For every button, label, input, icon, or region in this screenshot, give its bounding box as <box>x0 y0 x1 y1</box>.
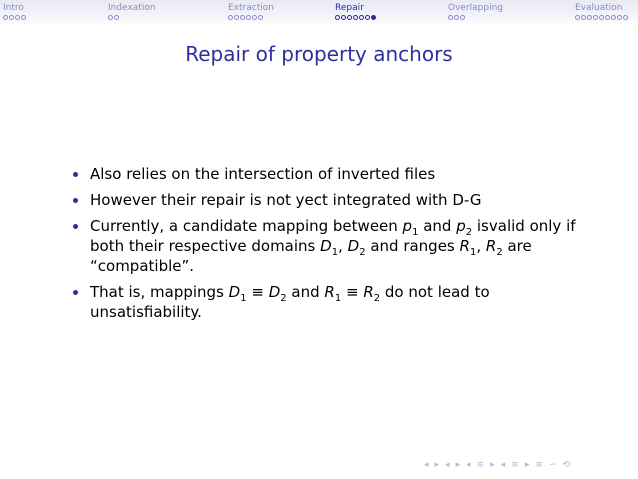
nav-label-intro: Intro <box>3 3 24 13</box>
nav-section-evaluation[interactable] <box>575 3 629 23</box>
bullet-4-text-a: That is, mappings <box>90 283 229 301</box>
nav-icon-4[interactable]: ◂ <box>466 460 471 470</box>
nav-progress-dot[interactable] <box>258 15 263 20</box>
nav-dots-overlapping <box>448 15 503 23</box>
bullet-4-text-c: do not lead to unsatisfiability. <box>90 283 490 321</box>
math-r: R <box>324 283 335 301</box>
bullet-3-text-d: and ranges <box>365 237 460 255</box>
nav-icon-0[interactable]: ◂ <box>424 460 429 470</box>
nav-progress-dot[interactable] <box>617 15 622 20</box>
nav-progress-dot[interactable] <box>108 15 113 20</box>
nav-section-overlapping[interactable] <box>448 3 503 23</box>
section-navigation-bar <box>0 0 638 26</box>
nav-label-indexation: Indexation <box>108 3 156 13</box>
math-d: D <box>347 237 360 255</box>
nav-progress-dot[interactable] <box>454 15 459 20</box>
nav-icon-6[interactable]: ▸ <box>490 460 495 470</box>
nav-progress-dot[interactable] <box>3 15 8 20</box>
nav-dots-repair <box>335 15 377 23</box>
nav-icon-2[interactable]: ◂ <box>445 460 450 470</box>
nav-section-intro[interactable] <box>3 3 27 23</box>
bullet-item-3 <box>70 216 600 276</box>
subscript-1: 1 <box>469 247 477 258</box>
bullet-3-text-c: isvalid only if both their respective domains <box>90 217 576 255</box>
nav-icon-1[interactable]: ▸ <box>434 460 440 470</box>
nav-progress-dot[interactable] <box>234 15 239 20</box>
math-r: R <box>485 237 497 255</box>
math-r: R <box>363 283 374 301</box>
nav-progress-dot[interactable] <box>353 15 358 20</box>
nav-progress-dot[interactable] <box>460 15 465 20</box>
subscript-2: 2 <box>496 247 503 258</box>
nav-progress-dot[interactable] <box>599 15 604 20</box>
subscript-1: 1 <box>240 293 247 304</box>
nav-icon-10[interactable]: ≡ <box>535 460 543 470</box>
bullet-3-text-b: and <box>418 217 457 235</box>
bullet-item-2 <box>70 190 600 210</box>
bullet-list <box>70 164 600 328</box>
nav-progress-dot[interactable] <box>587 15 592 20</box>
frame-title: Repair of property anchors <box>185 42 453 66</box>
nav-progress-dot[interactable] <box>623 15 628 20</box>
nav-label-evaluation: Evaluation <box>575 3 623 13</box>
nav-progress-dot[interactable] <box>21 15 26 20</box>
nav-progress-dot[interactable] <box>611 15 616 20</box>
math-equiv: ≡ <box>246 283 269 301</box>
nav-dots-evaluation <box>575 15 629 23</box>
nav-progress-dot[interactable] <box>252 15 257 20</box>
nav-dots-indexation <box>108 15 156 23</box>
math-d: D <box>228 283 241 301</box>
bullet-3-text-a: Currently, a candidate mapping between <box>90 217 403 235</box>
subscript-1: 1 <box>334 293 342 304</box>
math-p: p <box>456 217 466 235</box>
nav-label-repair: Repair <box>335 3 364 13</box>
nav-icon-11[interactable]: ∽ <box>548 460 557 470</box>
subscript-2: 2 <box>373 293 381 304</box>
beamer-navigation-symbols <box>424 459 570 471</box>
subscript-1: 1 <box>331 247 339 258</box>
nav-icon-12[interactable]: ⟲ <box>562 460 570 470</box>
nav-label-overlapping: Overlapping <box>448 3 504 13</box>
math-comma: , <box>338 237 348 255</box>
nav-progress-dot[interactable] <box>347 15 352 20</box>
math-d: D <box>320 237 332 255</box>
nav-progress-dot[interactable] <box>359 15 364 20</box>
nav-progress-dot[interactable] <box>575 15 580 20</box>
subscript-2: 2 <box>465 227 473 238</box>
nav-section-repair[interactable] <box>335 3 377 23</box>
subscript-1: 1 <box>412 227 419 238</box>
math-equiv: ≡ <box>341 283 364 301</box>
nav-progress-dot[interactable] <box>15 15 20 20</box>
nav-icon-5[interactable]: ≡ <box>476 460 485 470</box>
nav-dots-intro <box>3 15 27 23</box>
nav-progress-dot[interactable] <box>114 15 119 20</box>
nav-section-indexation[interactable] <box>108 3 156 23</box>
bullet-item-1 <box>70 164 600 184</box>
nav-progress-dot[interactable] <box>341 15 346 20</box>
nav-progress-dot[interactable] <box>228 15 233 20</box>
math-p: p <box>402 217 413 235</box>
nav-progress-dot[interactable] <box>581 15 586 20</box>
bullet-3-text-e: are “compatible”. <box>90 237 532 275</box>
nav-progress-dot[interactable] <box>448 15 453 20</box>
nav-progress-dot[interactable] <box>246 15 251 20</box>
math-comma: , <box>476 237 486 255</box>
nav-progress-dot[interactable] <box>371 15 376 20</box>
nav-progress-dot[interactable] <box>240 15 245 20</box>
nav-icon-7[interactable]: ◂ <box>500 460 506 470</box>
bullet-4-text-b: and <box>286 283 325 301</box>
nav-label-extraction: Extraction <box>228 3 274 13</box>
subscript-2: 2 <box>359 247 366 258</box>
nav-progress-dot[interactable] <box>605 15 610 20</box>
nav-progress-dot[interactable] <box>9 15 14 20</box>
nav-icon-9[interactable]: ▸ <box>524 460 530 470</box>
bullet-2-text: However their repair is not yect integrated with D-G <box>90 191 482 209</box>
nav-progress-dot[interactable] <box>593 15 598 20</box>
bullet-item-4 <box>70 282 600 322</box>
math-r: R <box>459 237 470 255</box>
subscript-2: 2 <box>280 293 287 304</box>
nav-icon-3[interactable]: ▸ <box>455 460 461 470</box>
nav-section-extraction[interactable] <box>228 3 274 23</box>
nav-dots-extraction <box>228 15 274 23</box>
bullet-1-text: Also relies on the intersection of inverted files <box>90 165 436 183</box>
nav-progress-dot[interactable] <box>335 15 340 20</box>
nav-progress-dot[interactable] <box>365 15 370 20</box>
nav-icon-8[interactable]: ≡ <box>511 460 519 470</box>
math-d: D <box>268 283 281 301</box>
